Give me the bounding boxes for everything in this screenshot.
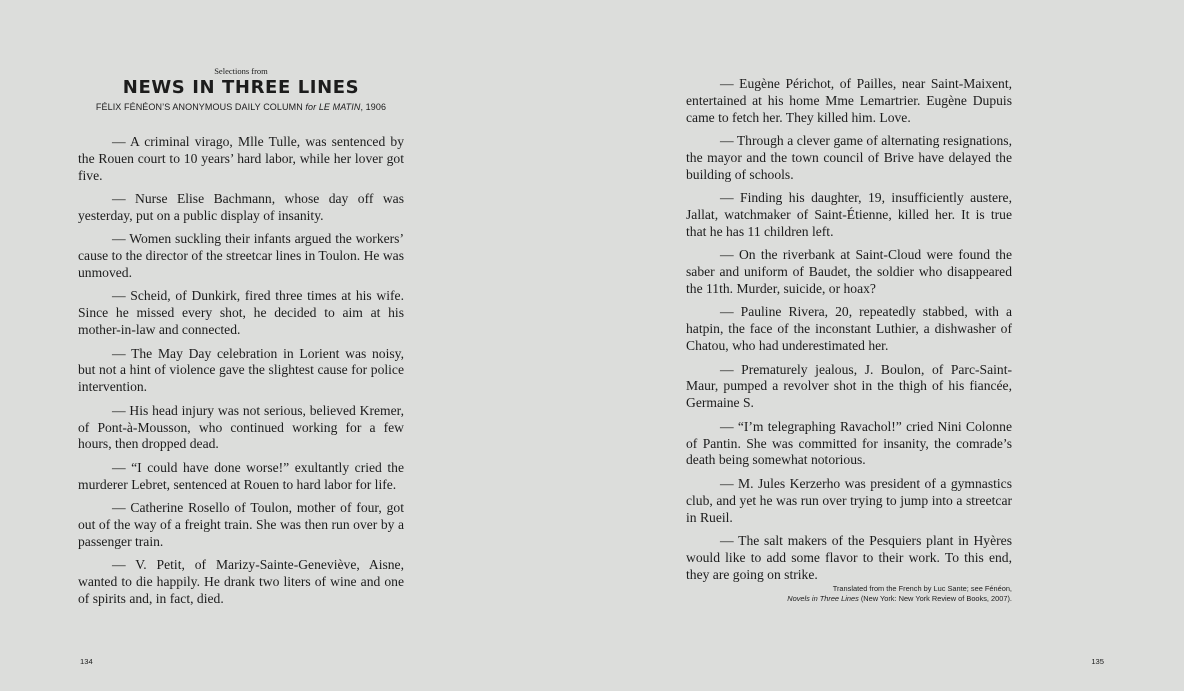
article-subtitle — [78, 101, 404, 113]
news-item: — “I could have done worse!” exultantly cried the murderer Lebret, sentenced at Rouen to hard labor for life. — [78, 459, 404, 492]
subtitle-prefix: FÉLIX FÉNÉON’S ANONYMOUS DAILY COLUMN — [95, 102, 306, 112]
translation-credit — [686, 584, 1012, 604]
news-item: — His head injury was not serious, believed Kremer, of Pont-à-Mousson, who continued working for a few hours, then dropped dead. — [78, 402, 404, 452]
news-item: — Catherine Rosello of Toulon, mother of four, got out of the way of a freight train. She was then run over by a passenger train. — [78, 499, 404, 549]
credit-publication: (New York: New York Review of Books, 2007). — [858, 594, 1012, 603]
credit-line-1: Translated from the French by Luc Sante; see Fénéon, — [832, 584, 1012, 593]
news-item: — Scheid, of Dunkirk, fired three times at his wife. Since he missed every shot, he decided to aim at his mother-in-law and connected. — [78, 288, 404, 338]
right-column — [686, 76, 1012, 590]
subtitle-for: for — [305, 102, 317, 112]
page-number-left: 134 — [80, 657, 93, 666]
article-header — [78, 66, 404, 113]
credit-line-2 — [686, 594, 1012, 604]
news-item: — The May Day celebration in Lorient was noisy, but not a hint of violence gave the slightest cause for police intervention. — [78, 345, 404, 395]
news-item: — “I’m telegraphing Ravachol!” cried Nini Colonne of Pantin. She was committed for insanity, the comrade’s death being somewhat notorious. — [686, 418, 1012, 468]
news-item: — The salt makers of the Pesquiers plant in Hyères would like to add some flavor to their work. To this end, they are going on strike. — [686, 532, 1012, 582]
news-item: — Prematurely jealous, J. Boulon, of Parc-Saint-Maur, pumped a revolver shot in the thigh of his fiancée, Germaine S. — [686, 361, 1012, 411]
news-item: — Pauline Rivera, 20, repeatedly stabbed, with a hatpin, the face of the inconstant Luthier, a dishwasher of Chatou, who had underestimated her. — [686, 304, 1012, 354]
news-item: — M. Jules Kerzerho was president of a gymnastics club, and yet he was run over trying to jump into a streetcar in Rueil. — [686, 475, 1012, 525]
subtitle-paper: LE MATIN — [316, 102, 361, 112]
news-item: — Women suckling their infants argued the workers’ cause to the director of the streetcar lines in Toulon. He was unmoved. — [78, 231, 404, 281]
news-item: — Through a clever game of alternating resignations, the mayor and the town council of Brive have delayed the building of schools. — [686, 133, 1012, 182]
left-column — [78, 134, 404, 614]
right-page — [592, 0, 1184, 691]
news-item: — On the riverbank at Saint-Cloud were found the saber and uniform of Baudet, the soldier who disappeared the 11th. Murder, suicide, or hoax? — [686, 247, 1012, 297]
news-item: — Nurse Elise Bachmann, whose day off was yesterday, put on a public display of insanity. — [78, 191, 404, 224]
news-item: — Eugène Périchot, of Pailles, near Saint-Maixent, entertained at his home Mme Lemartrier. Eugène Dupuis came to fetch her. They killed him. Love. — [686, 76, 1012, 125]
credit-book-title: Novels in Three Lines — [787, 594, 859, 603]
news-item: — V. Petit, of Marizy-Sainte-Geneviève, Aisne, wanted to die happily. He drank two liters of wine and one of spirits and, in fact, died. — [78, 557, 404, 606]
article-title: NEWS IN THREE LINES — [122, 77, 360, 98]
page-number-right: 135 — [1091, 657, 1104, 666]
news-item: — Finding his daughter, 19, insufficiently austere, Jallat, watchmaker of Saint-Étienne, killed her. It is true that he has 11 children left. — [686, 190, 1012, 240]
kicker: Selections from — [214, 66, 268, 76]
news-item: — A criminal virago, Mlle Tulle, was sentenced by the Rouen court to 10 years’ hard labor, while her lover got five. — [78, 134, 404, 183]
subtitle-suffix: , 1906 — [360, 102, 387, 112]
